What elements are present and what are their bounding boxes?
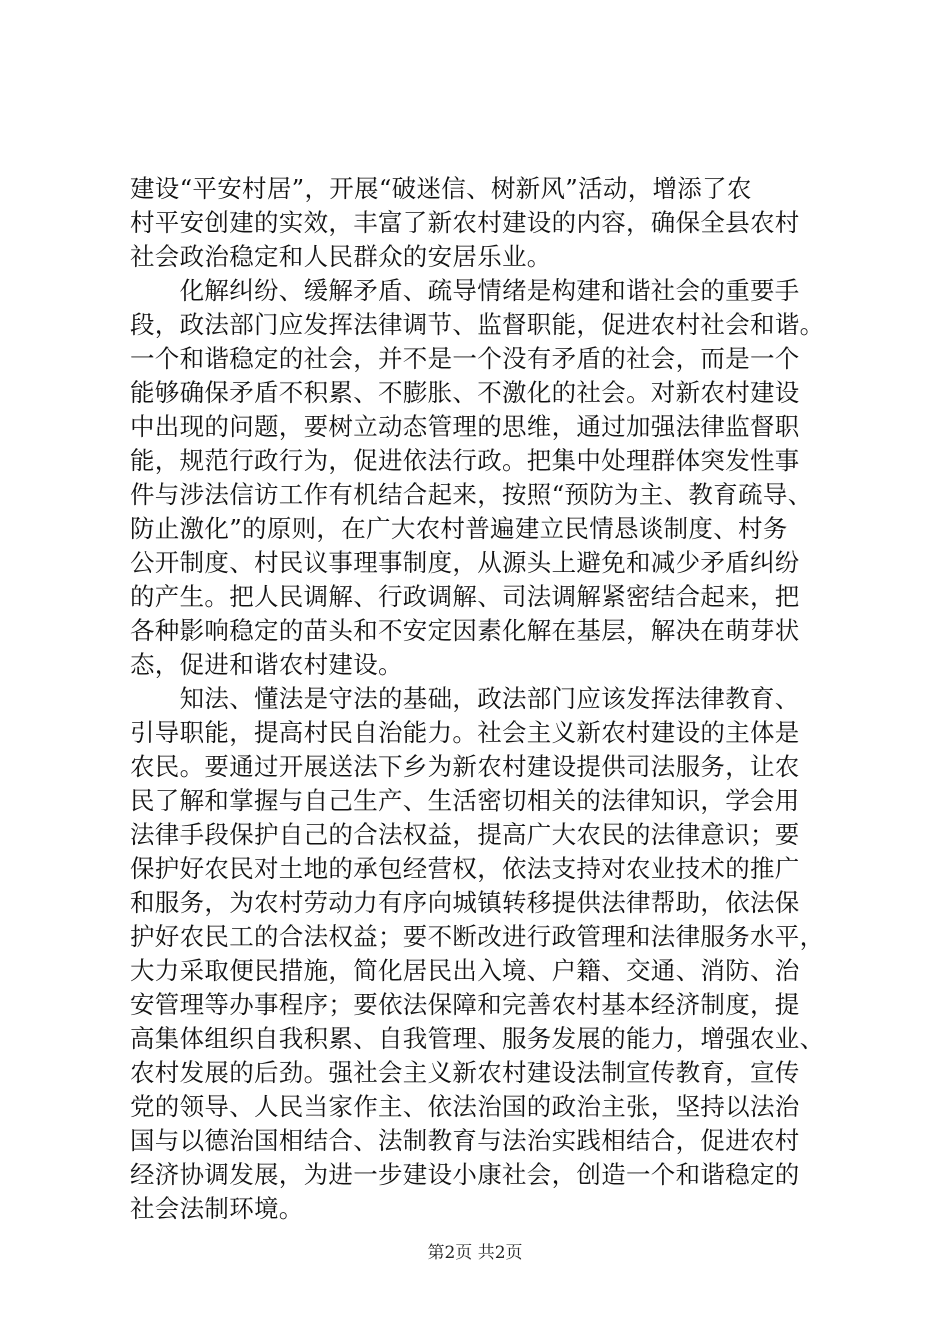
text-line: 一个和谐稳定的社会，并不是一个没有矛盾的社会，而是一个 bbox=[130, 344, 800, 373]
text-line: 国与以德治国相结合、法制教育与法治实践相结合，促进农村 bbox=[130, 1126, 800, 1155]
text-line: 态，促进和谐农村建设。 bbox=[130, 650, 403, 679]
text-line: 中出现的问题，要树立动态管理的思维，通过加强法律监督职 bbox=[130, 412, 800, 441]
text-line: 化解纠纷、缓解矛盾、疏导情绪是构建和谐社会的重要手 bbox=[130, 276, 800, 305]
text-line: 农民。要通过开展送法下乡为新农村建设提供司法服务，让农 bbox=[130, 752, 800, 781]
text-line: 公开制度、村民议事理事制度，从源头上避免和减少矛盾纠纷 bbox=[130, 548, 800, 577]
text-line: 建设“平安村居”，开展“破迷信、树新风”活动，增添了农 bbox=[130, 174, 752, 203]
text-line: 和服务，为农村劳动力有序向城镇转移提供法律帮助，依法保 bbox=[130, 888, 800, 917]
text-line: 的产生。把人民调解、行政调解、司法调解紧密结合起来，把 bbox=[130, 582, 800, 611]
text-line: 引导职能，提高村民自治能力。社会主义新农村建设的主体是 bbox=[130, 718, 800, 747]
text-line: 能够确保矛盾不积累、不膨胀、不激化的社会。对新农村建设 bbox=[130, 378, 800, 407]
text-line: 法律手段保护自己的合法权益，提高广大农民的法律意识；要 bbox=[130, 820, 800, 849]
text-line: 件与涉法信访工作有机结合起来，按照“预防为主、教育疏导、 bbox=[130, 480, 813, 509]
text-line: 高集体组织自我积累、自我管理、服务发展的能力，增强农业、 bbox=[130, 1024, 825, 1053]
text-line: 大力采取便民措施，简化居民出入境、户籍、交通、消防、治 bbox=[130, 956, 800, 985]
text-line: 各种影响稳定的苗头和不安定因素化解在基层，解决在萌芽状 bbox=[130, 616, 800, 645]
text-line: 社会法制环境。 bbox=[130, 1194, 304, 1223]
body-text bbox=[130, 172, 830, 1226]
text-line: 知法、懂法是守法的基础，政法部门应该发挥法律教育、 bbox=[130, 684, 800, 713]
text-line: 护好农民工的合法权益；要不断改进行政管理和法律服务水平， bbox=[130, 922, 825, 951]
text-line: 安管理等办事程序；要依法保障和完善农村基本经济制度，提 bbox=[130, 990, 800, 1019]
text-line: 保护好农民对土地的承包经营权，依法支持对农业技术的推广 bbox=[130, 854, 800, 883]
text-line: 农村发展的后劲。强社会主义新农村建设法制宣传教育，宣传 bbox=[130, 1058, 800, 1087]
text-line: 能，规范行政行为，促进依法行政。把集中处理群体突发性事 bbox=[130, 446, 800, 475]
text-line: 社会政治稳定和人民群众的安居乐业。 bbox=[130, 242, 552, 271]
text-line: 党的领导、人民当家作主、依法治国的政治主张，坚持以法治 bbox=[130, 1092, 800, 1121]
text-line: 段，政法部门应发挥法律调节、监督职能，促进农村社会和谐。 bbox=[130, 310, 825, 339]
page-footer: 第2页 共2页 bbox=[427, 1243, 523, 1263]
text-line: 村平安创建的实效，丰富了新农村建设的内容，确保全县农村 bbox=[130, 208, 800, 237]
text-line: 防止激化”的原则，在广大农村普遍建立民情恳谈制度、村务 bbox=[130, 514, 788, 543]
text-line: 经济协调发展，为进一步建设小康社会，创造一个和谐稳定的 bbox=[130, 1160, 800, 1189]
text-line: 民了解和掌握与自己生产、生活密切相关的法律知识，学会用 bbox=[130, 786, 800, 815]
